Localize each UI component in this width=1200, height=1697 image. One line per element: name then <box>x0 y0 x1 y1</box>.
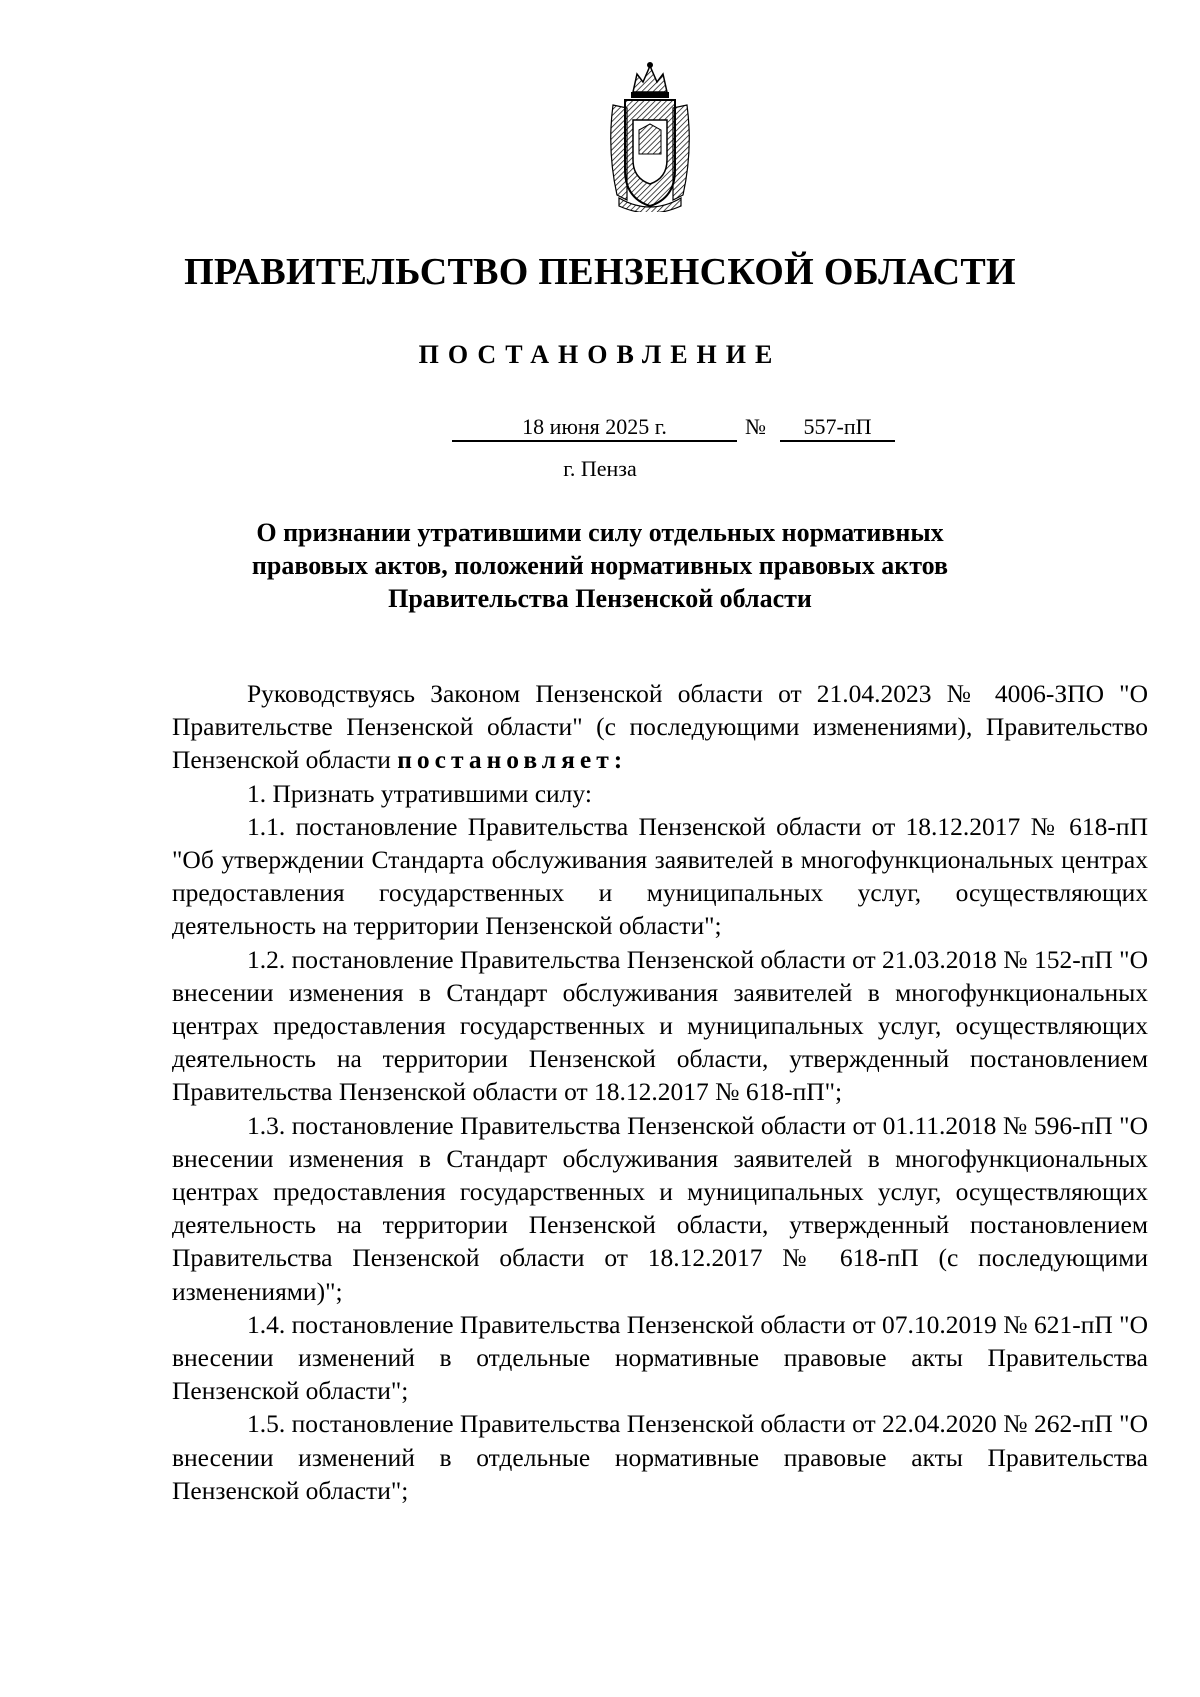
document-body <box>172 677 1148 1507</box>
document-city: г. Пенза <box>563 456 637 481</box>
clause-1-4: 1.4. постановление Правительства Пензенской области от 07.10.2019 № 621-пП "О внесении изменений в отдельные нормативные правовые акты Правительства Пензенской области"; <box>172 1309 1148 1406</box>
preamble-text: Руководствуясь Законом Пензенской области от 21.04.2023 № 4006-ЗПО "О Правительстве Пензенской области" (с последующими изменениями), Правительство Пензенской области <box>172 679 1148 775</box>
document-type: ПОСТАНОВЛЕНИЕ <box>418 340 782 369</box>
subject-line-2: правовых актов, положений нормативных правовых актов <box>251 551 949 580</box>
organization-title: ПРАВИТЕЛЬСТВО ПЕНЗЕНСКОЙ ОБЛАСТИ <box>184 251 1016 293</box>
document-date: 18 июня 2025 г. <box>452 414 737 442</box>
clause-1-1: 1.1. постановление Правительства Пензенской области от 18.12.2017 № 618-пП "Об утверждении Стандарта обслуживания заявителей в многофункциональных центрах предоставления государственных и муниципальных услуг, осуществляющих деятельность на территории Пензенской области"; <box>172 811 1148 941</box>
document-subject <box>170 516 1030 615</box>
clause-1-2: 1.2. постановление Правительства Пензенской области от 21.03.2018 № 152-пП "О внесении изменения в Стандарт обслуживания заявителей в многофункциональных центрах предоставления государственных и муниципальных услуг, осуществляющих деятельность на территории Пензенской области, утвержденный постановлением Правительства Пензенской области от 18.12.2017 № 618-пП"; <box>172 944 1148 1107</box>
clause-1: 1. Признать утратившими силу: <box>247 778 592 808</box>
subject-line-3: Правительства Пензенской области <box>388 584 812 613</box>
resolves-word: постановляет: <box>397 745 628 775</box>
number-sign: № <box>745 414 766 439</box>
clause-1-5: 1.5. постановление Правительства Пензенской области от 22.04.2020 № 262-пП "О внесении изменений в отдельные нормативные правовые акты Правительства Пензенской области"; <box>172 1409 1148 1505</box>
coat-of-arms-emblem <box>605 60 695 212</box>
clause-1-3: 1.3. постановление Правительства Пензенской области от 01.11.2018 № 596-пП "О внесении изменения в Стандарт обслуживания заявителей в многофункциональных центрах предоставления государственных и муниципальных услуг, осуществляющих деятельность на территории Пензенской области, утвержденный постановлением Правительства Пензенской области от 18.12.2017 № 618-пП (с последующими изменениями)"; <box>172 1110 1148 1306</box>
subject-line-1: О признании утратившими силу отдельных нормативных <box>256 518 944 547</box>
preamble-paragraph <box>172 677 1148 777</box>
document-number: 557-пП <box>780 414 895 442</box>
